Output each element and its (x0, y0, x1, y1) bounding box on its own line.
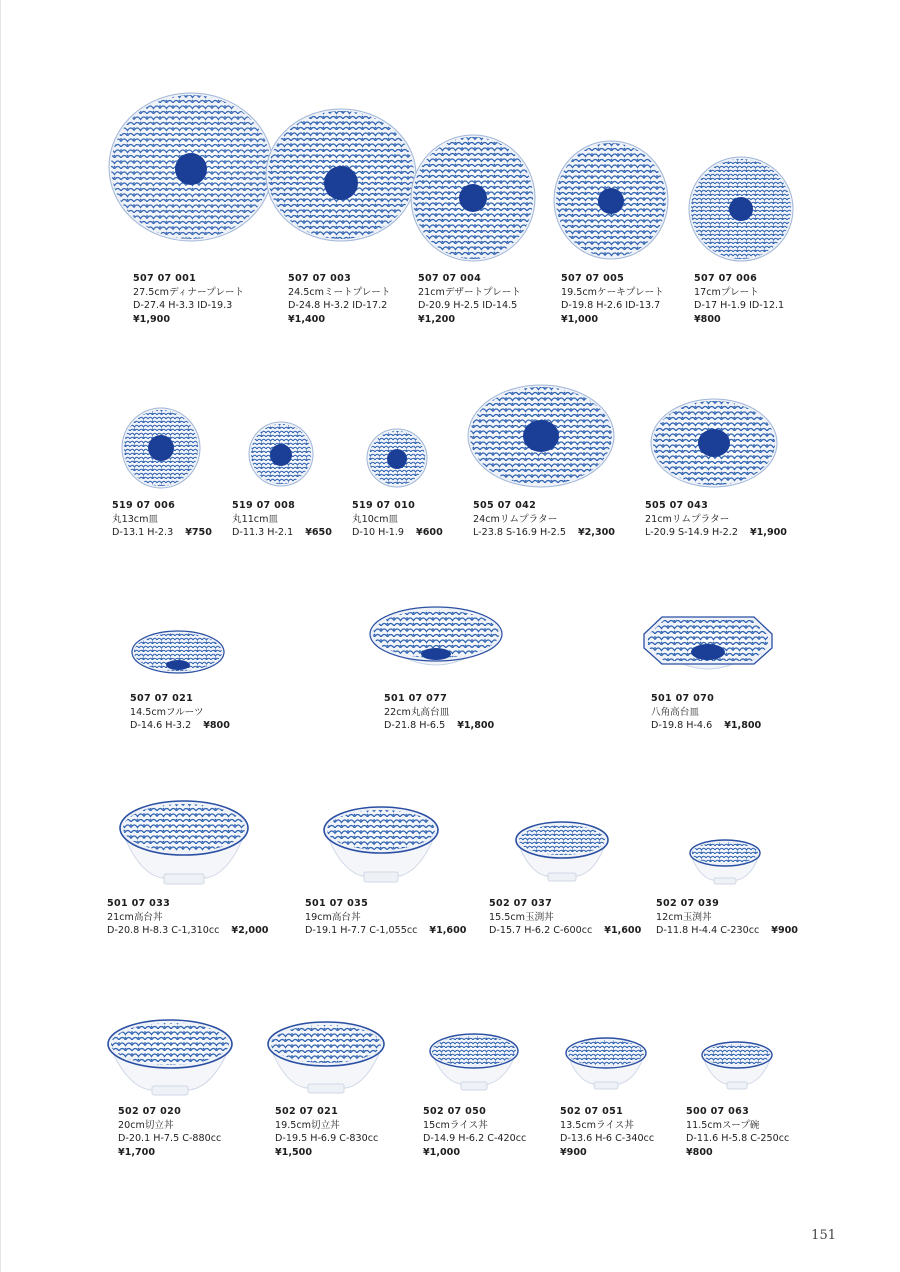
product-dims: L-23.8 S-16.9 H-2.5 (473, 527, 566, 539)
product-caption (305, 897, 466, 938)
product-dims: D-10 H-1.9 (352, 527, 405, 539)
product-caption (423, 1105, 526, 1159)
product-dims: D-19.8 H-2.6 ID-13.7 (561, 300, 661, 312)
product-code: 502 07 037 (489, 898, 553, 909)
product-dims: D-11.3 H-2.1 (232, 527, 294, 539)
product-price: ¥1,400 (288, 313, 326, 325)
product-caption (489, 897, 641, 938)
page-number: 151 (811, 1228, 836, 1243)
product-code: 501 07 035 (305, 898, 369, 909)
product-code: 519 07 010 (352, 500, 416, 511)
product-name: 19.5cm切立丼 (275, 1119, 340, 1131)
product-code: 502 07 051 (560, 1106, 624, 1117)
product-price: ¥2,000 (231, 925, 269, 937)
product-caption (656, 897, 798, 938)
product-price: ¥1,800 (724, 720, 762, 732)
octagonal-footed-plate-image (642, 612, 774, 684)
product-dims: D-19.5 H-6.9 C-830cc (275, 1133, 379, 1145)
product-caption (133, 272, 244, 326)
product-name: 19cm高台丼 (305, 911, 361, 923)
product-caption (130, 692, 230, 733)
product-caption (560, 1105, 654, 1159)
product-dims: D-20.9 H-2.5 ID-14.5 (418, 300, 518, 312)
product-name: 八角高台皿 (651, 706, 699, 718)
cake-plate-19-5-image (553, 140, 669, 260)
product-caption (112, 499, 212, 540)
product-dims: D-15.7 H-6.2 C-600cc (489, 925, 593, 937)
product-price: ¥1,600 (429, 925, 467, 937)
product-name: 19.5cmケーキプレート (561, 286, 664, 298)
product-dims: D-17 H-1.9 ID-12.1 (694, 300, 785, 312)
product-name: 21cmリムプラター (645, 513, 730, 525)
product-name: 27.5cmディナープレート (133, 286, 245, 298)
product-dims: L-20.9 S-14.9 H-2.2 (645, 527, 738, 539)
product-caption (232, 499, 332, 540)
product-price: ¥750 (185, 527, 212, 539)
product-name: 12cm玉渕丼 (656, 911, 712, 923)
rice-bowl-15-image (428, 1032, 520, 1094)
product-code: 501 07 077 (384, 693, 448, 704)
product-price: ¥900 (771, 925, 798, 937)
product-code: 500 07 063 (686, 1106, 750, 1117)
product-name: 13.5cmライス丼 (560, 1119, 634, 1131)
product-dims: D-21.8 H-6.5 (384, 720, 446, 732)
product-name: 14.5cmフルーツ (130, 706, 204, 718)
dinner-plate-27-5-image (108, 92, 274, 242)
product-dims: D-27.4 H-3.3 ID-19.3 (133, 300, 233, 312)
tamabuchi-bowl-12-image (688, 838, 762, 888)
product-dims: D-11.6 H-5.8 C-250cc (686, 1133, 790, 1145)
round-plate-10-image (366, 428, 428, 488)
product-price: ¥1,900 (133, 313, 171, 325)
product-code: 507 07 001 (133, 273, 197, 284)
page-edge-line (0, 0, 1, 1272)
product-price: ¥1,800 (457, 720, 495, 732)
product-code: 507 07 006 (694, 273, 758, 284)
product-code: 507 07 003 (288, 273, 352, 284)
product-name: 丸11cm皿 (232, 513, 279, 525)
product-dims: D-19.1 H-7.7 C-1,055cc (305, 925, 418, 937)
product-dims: D-13.1 H-2.3 (112, 527, 174, 539)
kiritate-bowl-19-5-image (266, 1020, 386, 1098)
meat-plate-24-5-image (265, 108, 417, 242)
product-name: 17cmプレート (694, 286, 759, 298)
product-name: 22cm丸高台皿 (384, 706, 450, 718)
product-price: ¥1,000 (423, 1146, 461, 1158)
product-caption (473, 499, 615, 540)
product-price: ¥1,000 (561, 313, 599, 325)
product-code: 505 07 043 (645, 500, 709, 511)
product-price: ¥800 (694, 313, 721, 325)
product-dims: D-19.8 H-4.6 (651, 720, 713, 732)
rim-platter-21-image (650, 398, 778, 488)
product-price: ¥800 (686, 1146, 713, 1158)
plate-17-image (688, 156, 794, 262)
product-code: 502 07 050 (423, 1106, 487, 1117)
product-price: ¥650 (305, 527, 332, 539)
product-name: 21cm高台丼 (107, 911, 163, 923)
product-price: ¥1,200 (418, 313, 456, 325)
round-footed-plate-22-image (368, 604, 504, 684)
product-name: 15cmライス丼 (423, 1119, 488, 1131)
product-price: ¥2,300 (577, 527, 615, 539)
product-name: 15.5cm玉渕丼 (489, 911, 554, 923)
footed-bowl-21-image (118, 800, 250, 888)
product-code: 505 07 042 (473, 500, 537, 511)
kiritate-bowl-20-image (106, 1018, 234, 1100)
product-code: 507 07 021 (130, 693, 194, 704)
product-dims: D-14.6 H-3.2 (130, 720, 192, 732)
product-caption (645, 499, 787, 540)
product-price: ¥600 (416, 527, 443, 539)
product-code: 519 07 008 (232, 500, 296, 511)
product-price: ¥900 (560, 1146, 587, 1158)
product-dims: D-20.8 H-8.3 C-1,310cc (107, 925, 220, 937)
product-name: 24cmリムプラター (473, 513, 558, 525)
product-price: ¥1,700 (118, 1146, 156, 1158)
round-plate-13-image (121, 407, 201, 489)
product-caption (651, 692, 761, 733)
round-plate-11-image (248, 421, 314, 487)
product-caption (352, 499, 443, 540)
fruit-bowl-14-5-image (130, 628, 226, 684)
product-caption (288, 272, 390, 326)
product-caption (275, 1105, 378, 1159)
product-caption (686, 1105, 789, 1159)
rim-platter-24-image (467, 384, 615, 488)
rice-bowl-13-5-image (564, 1036, 648, 1094)
product-dims: D-11.8 H-4.4 C-230cc (656, 925, 760, 937)
product-code: 501 07 033 (107, 898, 171, 909)
product-caption (694, 272, 784, 326)
product-code: 502 07 021 (275, 1106, 339, 1117)
product-dims: D-13.6 H-6 C-340cc (560, 1133, 655, 1145)
product-name: 丸10cm皿 (352, 513, 399, 525)
product-price: ¥800 (203, 720, 230, 732)
tamabuchi-bowl-15-5-image (514, 820, 610, 886)
product-dims: D-20.1 H-7.5 C-880cc (118, 1133, 222, 1145)
dessert-plate-21-image (410, 134, 536, 262)
product-price: ¥1,600 (604, 925, 642, 937)
product-name: 20cm切立丼 (118, 1119, 174, 1131)
product-code: 501 07 070 (651, 693, 715, 704)
product-price: ¥1,500 (275, 1146, 313, 1158)
product-name: 丸13cm皿 (112, 513, 159, 525)
product-code: 519 07 006 (112, 500, 176, 511)
product-caption (384, 692, 494, 733)
product-dims: D-14.9 H-6.2 C-420cc (423, 1133, 527, 1145)
footed-bowl-19-image (322, 806, 440, 886)
product-caption (418, 272, 521, 326)
product-caption (561, 272, 664, 326)
product-code: 502 07 039 (656, 898, 720, 909)
product-code: 502 07 020 (118, 1106, 182, 1117)
product-code: 507 07 005 (561, 273, 625, 284)
product-dims: D-24.8 H-3.2 ID-17.2 (288, 300, 388, 312)
product-code: 507 07 004 (418, 273, 482, 284)
product-caption (107, 897, 268, 938)
product-caption (118, 1105, 221, 1159)
product-name: 21cmデザートプレート (418, 286, 521, 298)
product-price: ¥1,900 (749, 527, 787, 539)
soup-bowl-11-5-image (700, 1040, 774, 1094)
product-name: 24.5cmミートプレート (288, 286, 391, 298)
product-name: 11.5cmスープ碗 (686, 1119, 760, 1131)
